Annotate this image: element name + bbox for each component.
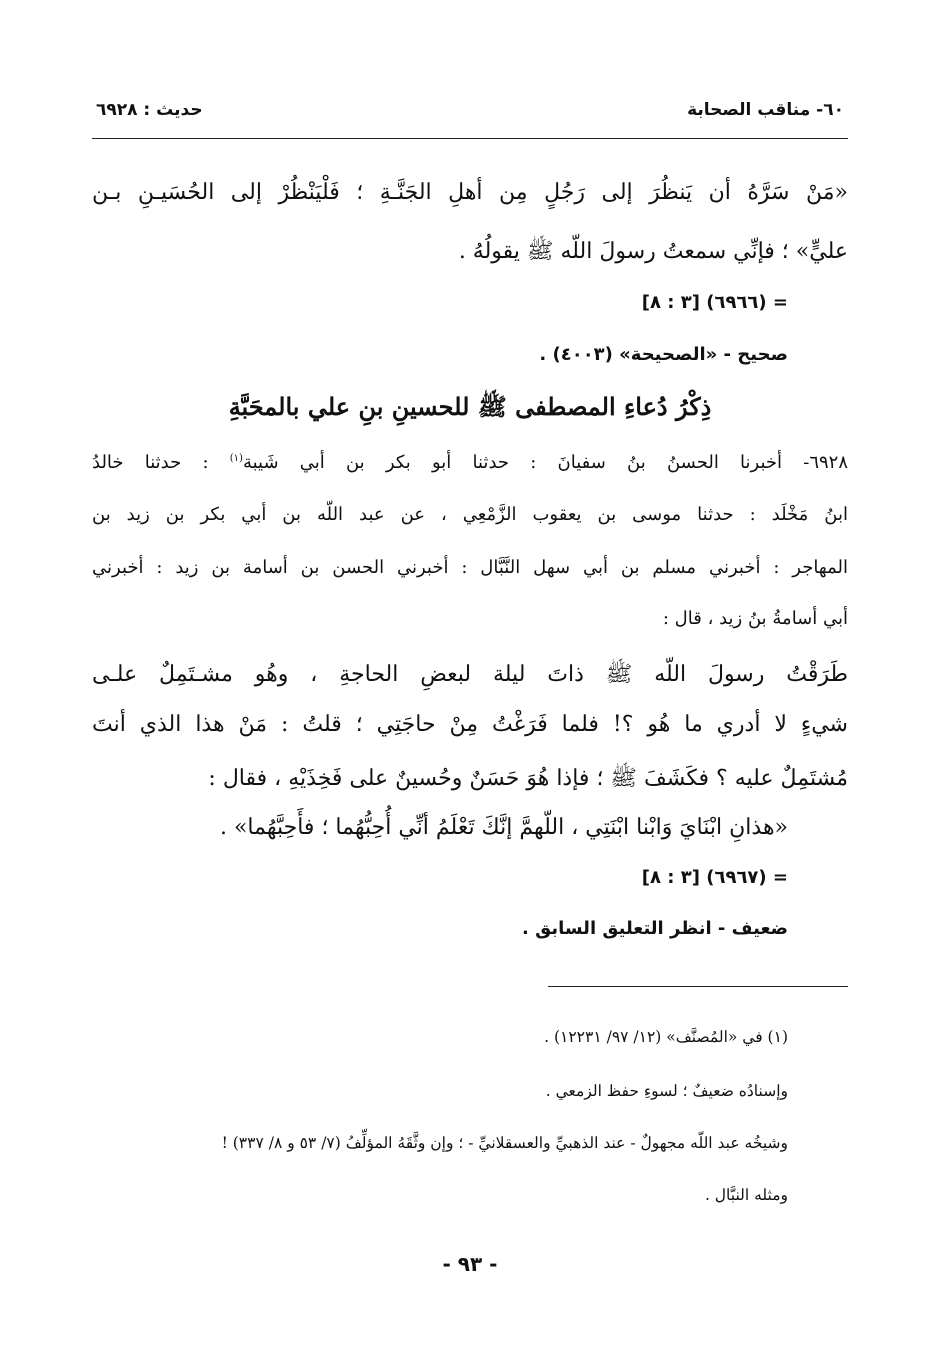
footnote-3: وشيخُه عبد اللّه مجهولٌ - عند الذهبيِّ والعسقلانيِّ - ؛ وإن وثَّقَهُ المؤلِّفُ (٧/ ٥٣ و ٨/ ٣٣٧) ! <box>221 1134 788 1152</box>
matn-line-1: طَرَقْتُ رسولَ اللّه ﷺ ذاتَ ليلة لبعضِ الحاجةِ ، وهُو مشـتَمِلٌ علـى <box>92 662 848 687</box>
isnad-line-4: أبي أسامةُ بنُ زيد ، قال : <box>662 608 848 629</box>
grading-1: صحيح - «الصحيحة» (٤٠٠٣) . <box>539 344 788 365</box>
cross-reference-1: = (٦٩٦٦) [٣ : ٨] <box>641 292 788 313</box>
quote-line-1: «مَنْ سَرَّهُ أن يَنظُرَ إلى رَجُلٍ مِن أهلِ الجَنَّـةِ ؛ فَلْيَنْظُرْ إلى الحُسَيـنِ بـن <box>92 180 848 205</box>
header-divider <box>92 138 848 139</box>
hadith-reference-header: حديث : ٦٩٢٨ <box>96 100 203 120</box>
matn-line-2: شيءٍ لا أدري ما هُو ؟! فلما فَرَغْتُ مِنْ حاجَتِي ؛ قلتُ : مَنْ هذا الذي أنتَ <box>92 712 848 737</box>
cross-reference-2: = (٦٩٦٧) [٣ : ٨] <box>641 867 788 888</box>
isnad-line-2: ابنُ مَخْلَد : حدثنا موسى بن يعقوب الزَّمْعِي ، عن عبد اللّه بن أبي بكر بن زيد بن <box>92 504 848 525</box>
footnote-divider <box>548 986 848 987</box>
section-title: ذِكْرُ دُعاءِ المصطفى ﷺ للحسينِ بنِ علي بالمحَبَّةِ <box>228 392 712 421</box>
chapter-header: ٦٠- مناقب الصحابة <box>687 100 844 120</box>
page-number: - ٩٣ - <box>442 1252 498 1276</box>
isnad-line-1 <box>92 452 848 473</box>
footnote-1: (١) في «المُصنَّف» (١٢/ ٩٧/ ١٢٢٣١) . <box>544 1028 788 1046</box>
quote-line-2: عليٍّ» ؛ فإنِّي سمعتُ رسولَ اللّه ﷺ يقولُهُ . <box>458 239 848 264</box>
footnote-2: وإسنادُه ضعيفٌ ؛ لسوءِ حفظ الزمعي . <box>545 1082 788 1100</box>
grading-2: ضعيف - انظر التعليق السابق . <box>522 918 788 939</box>
footnote-marker: (١) <box>229 453 243 464</box>
isnad-line-3: المهاجر : أخبرني مسلم بن أبي سهل النَّبَّال : أخبرني الحسن بن أسامة بن زيد : أخبرني <box>92 557 848 578</box>
matn-line-3: مُشتَمِلٌ عليه ؟ فكَشَفَ ﷺ ؛ فإذا هُوَ حَسَنٌ وحُسينٌ على فَخِذَيْهِ ، فقال : <box>208 766 848 791</box>
footnote-4: ومثله النبَّال . <box>704 1186 788 1204</box>
isnad-line-1-end: : حدثنا خالدُ <box>92 452 230 473</box>
isnad-line-1-text: ٦٩٢٨- أخبرنا الحسنُ بنُ سفيانَ : حدثنا أبو بكر بن أبي شَيبة <box>242 452 848 473</box>
matn-line-4: «هذانِ ابْنَايَ وَابْنا ابْنَتِي ، اللّهمَّ إنَّكَ تَعْلَمُ أنِّي أُحِبُّهُما ؛ فأَحِبَّهُما» . <box>219 815 788 840</box>
